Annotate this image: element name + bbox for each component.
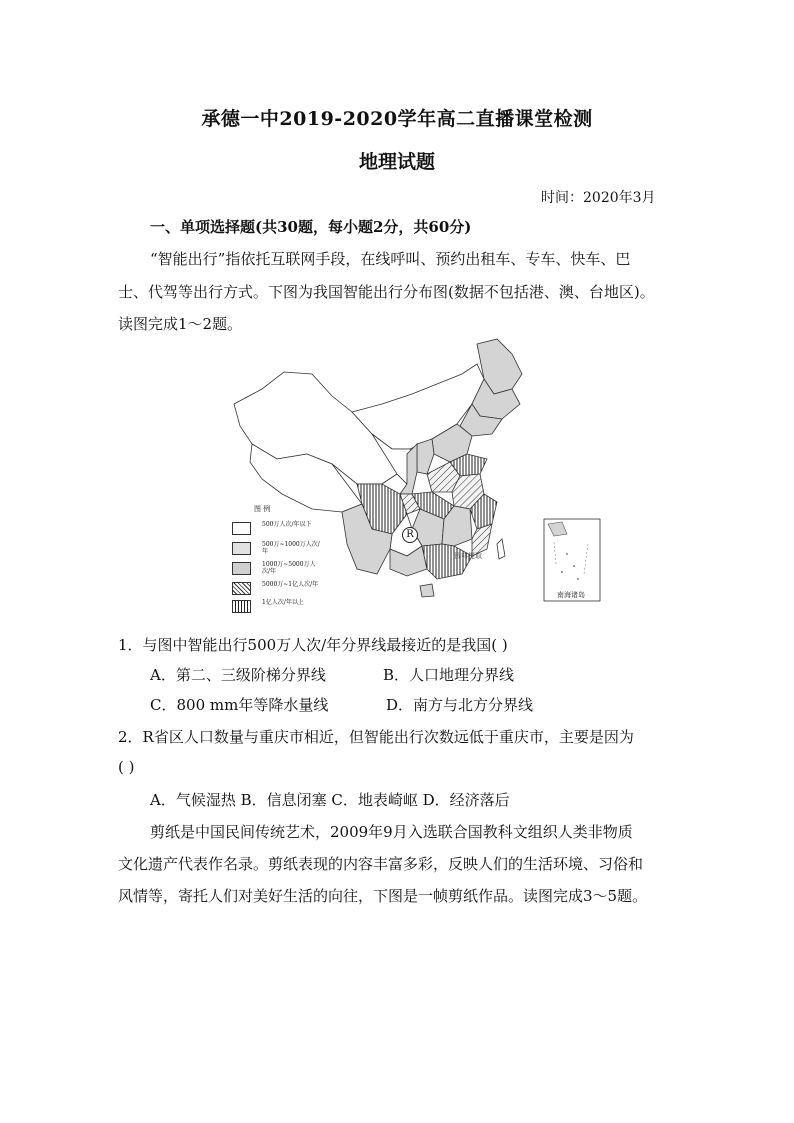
legend-swatch [232, 600, 251, 613]
region-hainan [420, 584, 434, 597]
q1-option-a: A．第二、三级阶梯分界线 [150, 666, 326, 684]
q2-stem: 2．R省区人口数量与重庆市相近，但智能出行次数远低于重庆市，主要是因为 [118, 728, 634, 746]
intro2-line2: 文化遗产代表作名录。剪纸表现的内容丰富多彩，反映人们的生活环境、习俗和 [118, 855, 644, 873]
intro1-line2: 士、代驾等出行方式。下图为我国智能出行分布图(数据不包括港、澳、台地区)。 [118, 283, 655, 301]
marker-r: R [402, 527, 418, 543]
inset-label: 南海诸岛 [557, 591, 585, 599]
q2-options: A．气候湿热 B．信息闭塞 C．地表崎岖 D．经济落后 [150, 791, 510, 809]
legend-label: 1亿人次/年以上 [262, 599, 304, 606]
legend-title: 图 例 [254, 505, 271, 513]
region-shanxi [417, 439, 434, 474]
q1-option-b: B．人口地理分界线 [383, 666, 515, 684]
intro2-line1: 剪纸是中国民间传统艺术，2009年9月入选联合国教科文组织人类非物质 [150, 823, 633, 841]
section-heading: 一、单项选择题(共30题，每小题2分，共60分) [150, 218, 472, 236]
page-subtitle: 地理试题 [358, 151, 435, 173]
source-note: 资料提取 [454, 552, 482, 560]
q1-option-d: D．南方与北方分界线 [386, 696, 534, 714]
region-guangdong [422, 544, 472, 579]
legend-label: 500万人次/年以下 [262, 521, 312, 528]
intro1-line3: 读图完成1～2题。 [118, 315, 243, 333]
legend-swatch [232, 562, 251, 575]
q1-stem: 1．与图中智能出行500万人次/年分界线最接近的是我国( ) [118, 636, 508, 654]
exam-time: 时间：2020年3月 [541, 190, 656, 206]
legend-label: 500万~1000万人次/年 [262, 541, 320, 555]
legend-label: 1000万~5000万人次/年 [262, 561, 316, 575]
china-smart-travel-map [222, 334, 604, 606]
legend-swatch [232, 542, 251, 555]
region-taiwan [497, 539, 505, 559]
page-title: 承德一中2019-2020学年高二直播课堂检测 [201, 108, 593, 130]
intro2-line3: 风情等，寄托人们对美好生活的向往，下图是一帧剪纸作品。读图完成3～5题。 [118, 887, 648, 905]
legend-swatch [232, 522, 251, 535]
legend-label: 5000万~1亿人次/年 [262, 581, 319, 588]
q1-option-c: C．800 mm年等降水量线 [150, 696, 329, 714]
intro1-line1: “智能出行”指依托互联网手段，在线呼叫、预约出租车、专车、快车、巴 [150, 250, 631, 268]
legend-swatch [232, 582, 251, 595]
map-legend [232, 506, 327, 606]
q2-paren: ( ) [118, 758, 135, 776]
